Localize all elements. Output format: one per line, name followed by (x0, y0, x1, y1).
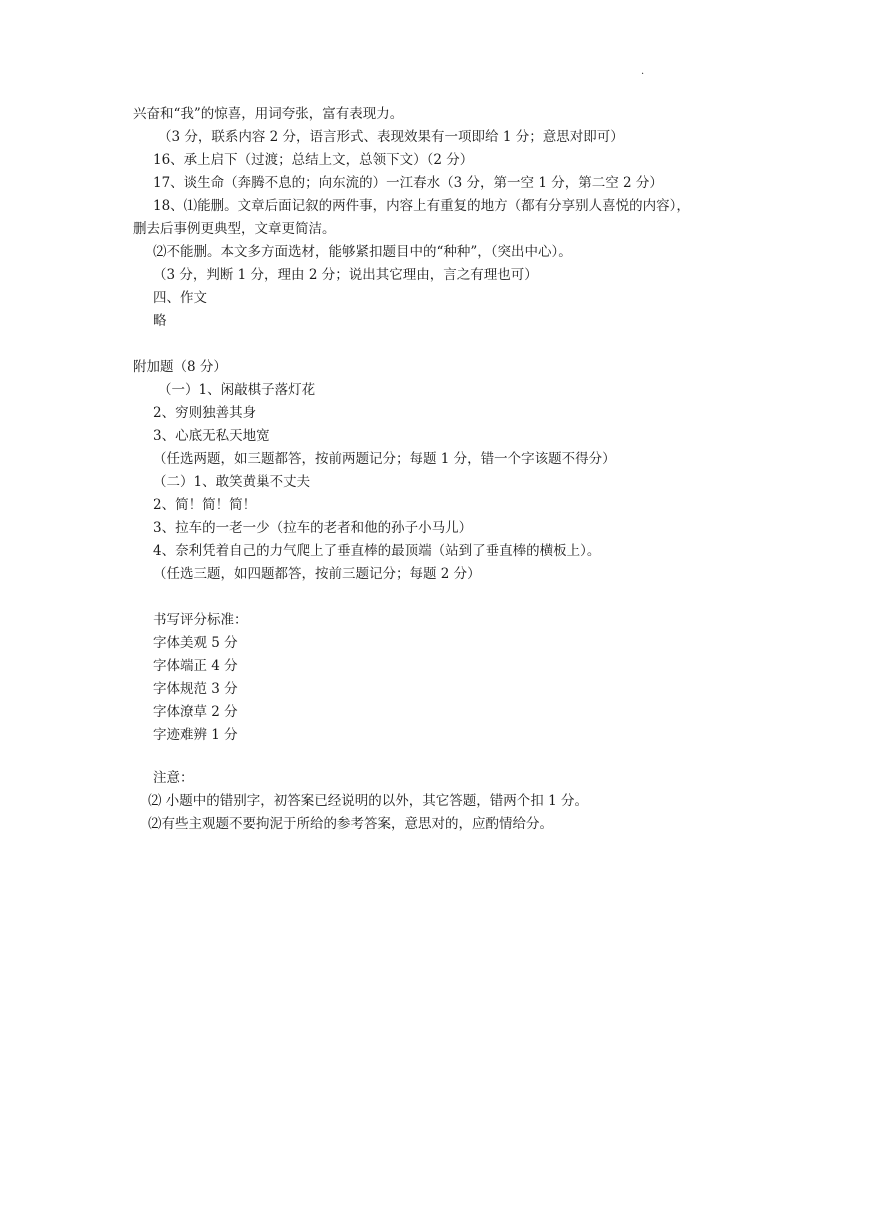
section-heading: 四、作文 (153, 290, 207, 306)
text-line: ⑵ 小题中的错别字，初答案已经说明的以外，其它答题，错两个扣 1 分。 (148, 793, 588, 809)
text-line: ⑵不能删。本文多方面选材，能够紧扣题目中的“种种”，（突出中心）。 (153, 244, 572, 260)
section-heading: 注意： (153, 770, 194, 786)
text-line: 字体潦草 2 分 (153, 704, 238, 720)
text-line: （任选三题，如四题都答，按前三题记分；每题 2 分） (153, 566, 481, 582)
text-line: 3、心底无私天地宽 (153, 428, 270, 444)
text-line: 2、穷则独善其身 (153, 405, 257, 421)
section-heading: 书写评分标准： (153, 612, 248, 628)
text-line: （3 分，联系内容 2 分，语言形式、表现效果有一项即给 1 分；意思对即可） (158, 129, 624, 145)
text-line: 字体美观 5 分 (153, 635, 238, 651)
text-line: 17、谈生命（奔腾不息的；向东流的）一江春水（3 分，第一空 1 分，第二空 2 分） (153, 175, 663, 191)
text-line: 18、⑴能删。文章后面记叙的两件事，内容上有重复的地方（都有分享别人喜悦的内容）， (153, 198, 690, 214)
text-line: 字迹难辨 1 分 (153, 727, 238, 743)
text-line: ⑵有些主观题不要拘泥于所给的参考答案，意思对的，应酌情给分。 (148, 816, 553, 832)
text-line: 2、简！简！简！ (153, 497, 257, 513)
text-line: 16、承上启下（过渡；总结上文，总领下文）（2 分） (153, 152, 474, 168)
text-line: （任选两题，如三题都答，按前两题记分；每题 1 分，错一个字该题不得分） (153, 451, 616, 467)
text-line: 删去后事例更典型，文章更简洁。 (133, 221, 336, 237)
text-line: 3、拉车的一老一少（拉车的老者和他的孙子小马儿） (153, 520, 473, 536)
text-line: 略 (153, 313, 167, 329)
section-heading: 附加题（8 分） (133, 359, 227, 375)
text-line: （3 分，判断 1 分，理由 2 分；说出其它理由，言之有理也可） (153, 267, 538, 283)
text-line: 字体规范 3 分 (153, 681, 238, 697)
text-line: 字体端正 4 分 (153, 658, 238, 674)
text-line: （二）1、敢笑黄巢不丈夫 (153, 474, 311, 490)
page-dot-mark: . (641, 66, 645, 77)
text-line: （一）1、闲敲棋子落灯花 (158, 382, 316, 398)
text-line: 4、奈利凭着自己的力气爬上了垂直棒的最顶端（站到了垂直棒的横板上）。 (153, 543, 601, 559)
text-line: 兴奋和“我”的惊喜，用词夸张，富有表现力。 (133, 106, 404, 122)
